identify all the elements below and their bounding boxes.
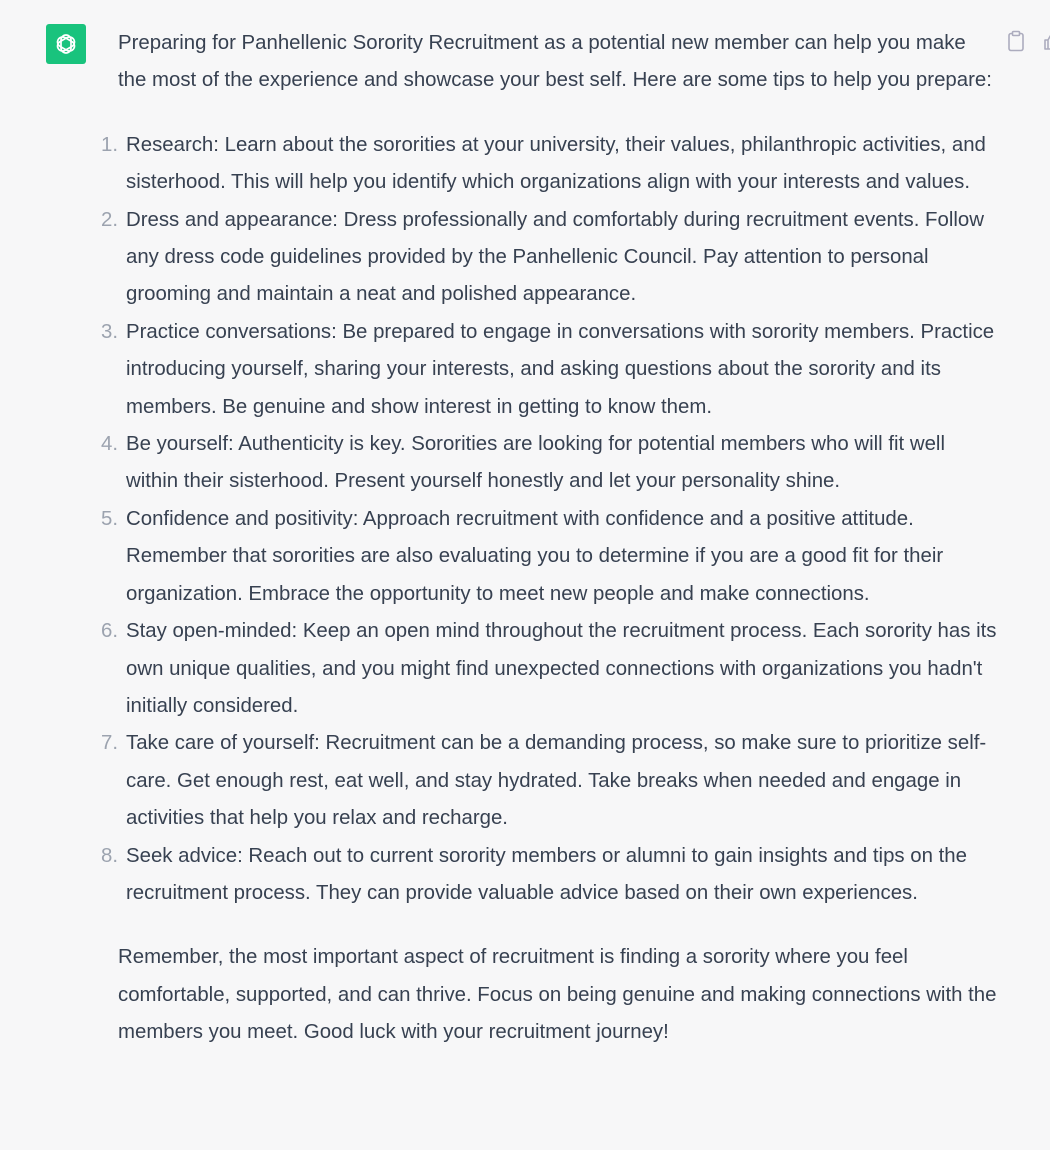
list-item [100,202,998,314]
list-item-text: Practice conversations: Be prepared to engage in conversations with sorority members. Practice introducing yourself, sharing your interests, and asking questions about the sorority and its members. Be genuine and show interest in getting to know them. [126,320,995,418]
thumbs-up-icon [1042,30,1050,52]
list-item-text: Confidence and positivity: Approach recruitment with confidence and a positive attitude. Remember that sororities are also evaluating you to determine if you are a good fit for their organization. Embrace the opportunity to meet new people and make connections. [126,507,944,605]
list-item-text: Be yourself: Authenticity is key. Sororities are looking for potential members who will fit well within their sisterhood. Present yourself honestly and let your personality shine. [126,433,945,493]
list-item [100,501,998,613]
list-item-text: Seek advice: Reach out to current sorority members or alumni to gain insights and tips on the recruitment process. They can provide valuable advice based on their own experiences. [126,844,967,904]
list-item-text: Research: Learn about the sororities at your university, their values, philanthropic activities, and sisterhood. This will help you identify which organizations align with your interests and values. [126,133,986,194]
list-item-number: 8. [100,844,118,867]
list-item-number: 6. [100,620,118,643]
copy-button[interactable] [1005,30,1027,52]
list-item [100,127,998,202]
list-item [100,725,998,837]
list-item-number: 2. [100,208,118,231]
intro-paragraph: Preparing for Panhellenic Sorority Recruitment as a potential new member can help you make the most of the experience and showcase your best self. Here are some tips to help you prepare: [118,32,992,92]
list-item [100,613,998,725]
message-actions [1005,30,1050,52]
list-item-number: 1. [100,133,118,156]
clipboard-icon [1006,30,1026,52]
list-item-text: Dress and appearance: Dress professionally and comfortably during recruitment events. Follow any dress code guidelines provided by the Panhellenic Council. Pay attention to personal grooming and maintain a neat and polished appearance. [126,208,984,306]
thumbs-up-button[interactable] [1041,30,1050,52]
list-item [100,838,998,913]
list-item-number: 7. [100,732,118,755]
openai-logo-icon [52,30,80,58]
list-item-number: 4. [100,433,118,456]
list-item-number: 5. [100,507,118,530]
assistant-avatar [46,24,86,64]
list-item-text: Stay open-minded: Keep an open mind throughout the recruitment process. Each sorority has its own unique qualities, and you might find unexpected connections with organizations you hadn't initially considered. [126,620,997,717]
list-item [100,314,998,426]
list-item-number: 3. [100,320,118,343]
list-item-text: Take care of yourself: Recruitment can be a demanding process, so make sure to prioritize self-care. Get enough rest, eat well, and stay hydrated. Take breaks when needed and engage in activities that help you relax and recharge. [126,732,987,830]
closing-paragraph: Remember, the most important aspect of recruitment is finding a sorority where you feel comfortable, supported, and can thrive. Focus on being genuine and making connections with the members you meet. Good luck with your recruitment journey! [118,946,997,1044]
list-item [100,426,998,501]
tips-list [100,127,998,913]
assistant-message [100,25,998,1052]
